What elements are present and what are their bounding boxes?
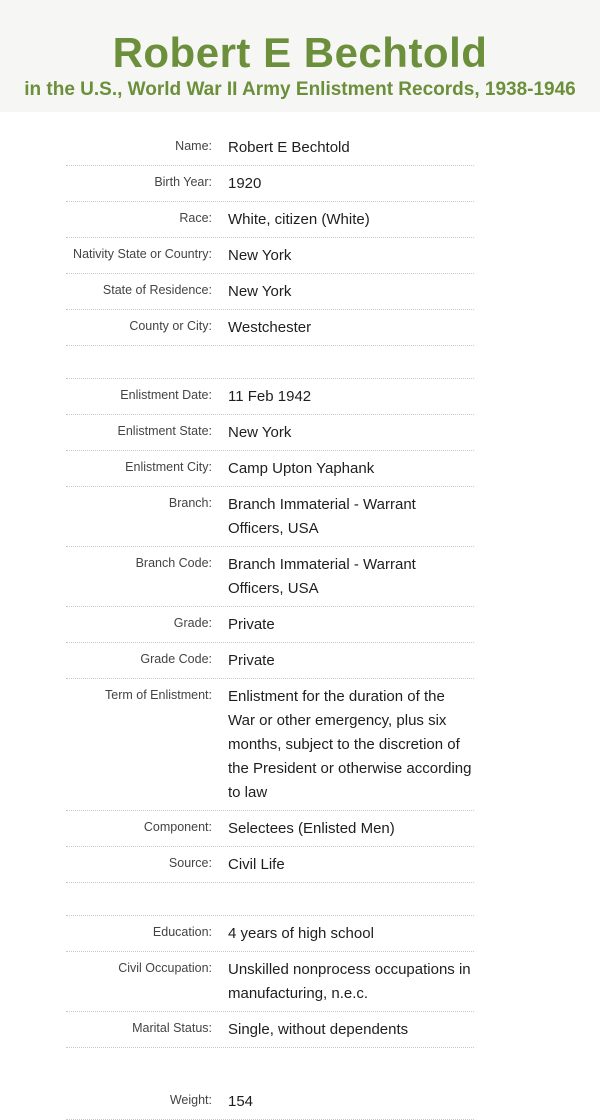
field-value: Private [228,652,275,669]
record-row [66,547,474,607]
field-value: Enlistment for the duration of the War or other emergency, plus six months, subject to the discretion of the President or otherwise according to law [228,688,472,801]
record-row [66,202,474,238]
record-row [66,379,474,415]
section-spacer [66,883,474,916]
field-value: Robert E Bechtold [228,139,350,156]
field-value: 1920 [228,175,262,192]
record-row [66,487,474,547]
field-value: 4 years of high school [228,925,374,942]
field-value: Civil Life [228,856,285,873]
field-label: Branch: [168,496,212,510]
record-row [66,1012,474,1048]
field-value: Unskilled nonprocess occupations in manufacturing, n.e.c. [228,961,471,1002]
field-label: Enlistment Date: [120,388,212,402]
field-label: Term of Enlistment: [105,688,212,702]
record-row [66,811,474,847]
field-label: Grade: [173,616,212,630]
field-value: 11 Feb 1942 [228,388,312,405]
person-name-title: Robert E Bechtold [112,29,488,76]
field-value: Westchester [228,319,312,336]
record-row [66,274,474,310]
record-row [66,166,474,202]
field-label: Enlistment State: [117,424,212,438]
record-row [66,679,474,811]
record-row [66,643,474,679]
field-label: Nativity State or Country: [73,247,212,261]
field-value: Branch Immaterial - Warrant Officers, USA [228,556,416,597]
field-label: Education: [152,925,212,939]
record-row [66,607,474,643]
record-row [66,451,474,487]
field-label: Component: [143,820,212,834]
field-value: New York [228,424,292,441]
field-label: Source: [168,856,212,870]
field-value: Private [228,616,275,633]
field-value: New York [228,283,292,300]
field-label: Name: [175,139,212,153]
field-label: Marital Status: [132,1021,212,1035]
record-row [66,415,474,451]
field-label: Birth Year: [154,175,212,189]
record-row [66,952,474,1012]
field-value: Single, without dependents [228,1021,409,1038]
field-value: Camp Upton Yaphank [228,460,375,477]
field-label: Weight: [169,1093,212,1107]
field-label: Civil Occupation: [118,961,212,975]
record-row [66,847,474,883]
collection-subtitle: in the U.S., World War II Army Enlistment Records, 1938-1946 [24,79,576,100]
record-header [0,0,600,112]
field-label: Race: [179,211,212,225]
field-label: Enlistment City: [125,460,212,474]
field-value: White, citizen (White) [228,211,370,228]
cropped-area [0,1054,600,1085]
record-row [66,238,474,274]
field-label: State of Residence: [102,283,212,297]
field-value: New York [228,247,292,264]
field-value: Branch Immaterial - Warrant Officers, USA [228,496,416,537]
field-label: County or City: [129,319,212,333]
record-fields [66,130,474,1120]
record-row [66,916,474,952]
field-label: Grade Code: [140,652,212,666]
record-row [66,130,474,166]
record-row [66,310,474,346]
field-value: 154 [228,1093,254,1110]
field-value: Selectees (Enlisted Men) [228,820,395,837]
section-spacer [66,346,474,379]
record-row [66,1084,474,1120]
field-label: Branch Code: [135,556,212,570]
